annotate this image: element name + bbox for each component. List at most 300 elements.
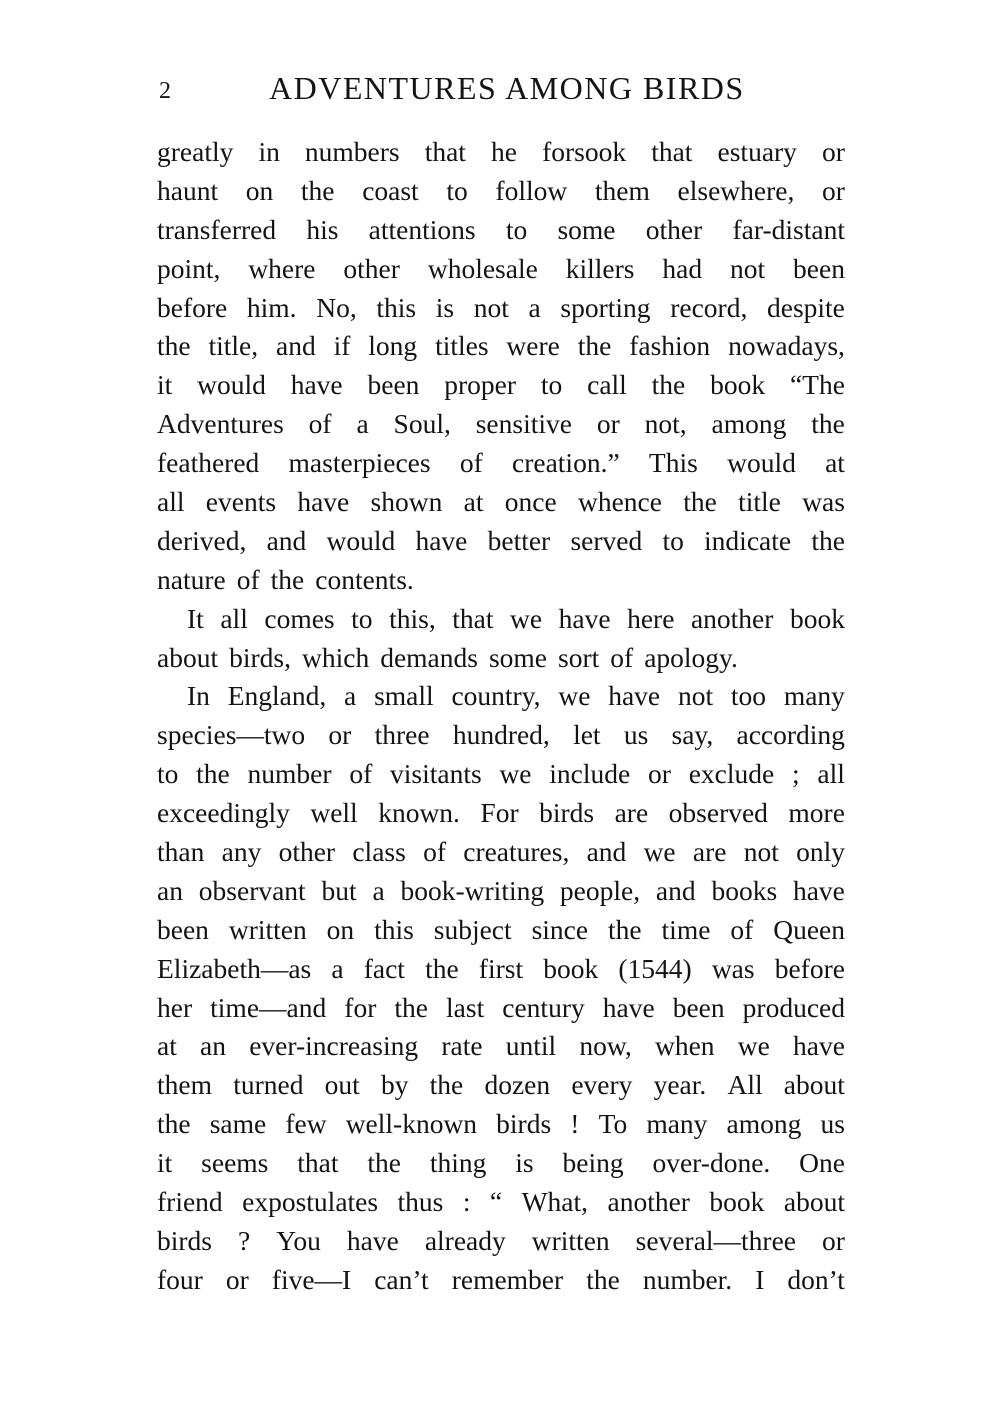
word: forsook — [542, 136, 627, 167]
word: to — [351, 602, 373, 634]
word: by — [380, 1069, 409, 1101]
word: about — [783, 1186, 845, 1218]
word: All — [727, 1069, 763, 1101]
word: at — [463, 486, 484, 518]
word: the — [608, 913, 642, 945]
word: all — [157, 486, 185, 518]
word: among — [726, 1108, 802, 1140]
word: far-distant — [732, 213, 845, 245]
word: another — [690, 602, 774, 634]
word: are — [614, 797, 649, 829]
word: expostulates — [242, 1186, 379, 1218]
word: despite — [766, 291, 845, 323]
text-line — [157, 133, 845, 172]
word: fashion — [629, 330, 711, 362]
word: can’t — [374, 1263, 429, 1295]
word: or — [596, 408, 620, 440]
word: this, — [389, 602, 436, 634]
text-line — [157, 639, 845, 678]
text-line — [157, 989, 845, 1028]
word: the — [811, 408, 845, 440]
word: of — [423, 836, 446, 868]
word: him. — [246, 291, 297, 323]
word: us — [820, 1108, 845, 1140]
word: observed — [668, 797, 768, 829]
word: the — [367, 1147, 401, 1179]
word: and — [266, 524, 307, 556]
word: written — [228, 913, 307, 945]
word: demands — [380, 641, 478, 673]
text-line — [157, 1222, 845, 1261]
word: been — [672, 991, 725, 1023]
word: not — [677, 680, 714, 712]
word: ? — [238, 1224, 251, 1256]
word: greatly — [157, 136, 234, 167]
word: not — [743, 836, 779, 868]
word: to — [540, 369, 563, 401]
word: served — [570, 524, 643, 556]
word: have — [415, 524, 468, 556]
word: is — [515, 1147, 534, 1179]
word: four — [157, 1263, 203, 1295]
word: title, — [208, 330, 259, 362]
word: of — [349, 758, 373, 790]
word: a — [344, 680, 357, 712]
word: produced — [742, 991, 845, 1023]
word: other — [278, 836, 336, 868]
word: several—three — [635, 1224, 796, 1256]
word: the — [425, 952, 459, 984]
word: her — [157, 991, 193, 1023]
word: ever-increasing — [249, 1030, 419, 1062]
word: number — [247, 758, 332, 790]
word: would — [727, 447, 796, 479]
body-text — [157, 133, 845, 1300]
word: remember — [451, 1263, 564, 1295]
word: the — [157, 1108, 191, 1140]
word: don’t — [787, 1263, 845, 1295]
word: Elizabeth—as — [157, 952, 312, 984]
word: more — [788, 797, 845, 829]
word: dozen — [484, 1069, 551, 1101]
word: three — [374, 719, 430, 751]
word: some — [557, 213, 616, 245]
word: when — [654, 1030, 715, 1062]
word: indicate — [704, 524, 792, 556]
word: we — [737, 1030, 770, 1062]
word: title — [738, 486, 781, 518]
word: comes — [264, 602, 335, 634]
word: events — [205, 486, 277, 518]
text-line — [157, 1144, 845, 1183]
word: all — [220, 602, 248, 634]
word: This — [648, 447, 698, 479]
text-line — [157, 327, 845, 366]
word: same — [209, 1108, 267, 1140]
word: a — [528, 291, 541, 323]
text-line — [157, 172, 845, 211]
word: seems — [201, 1147, 269, 1179]
word: it — [157, 1147, 173, 1179]
word: for — [344, 991, 377, 1023]
word: another — [607, 1186, 690, 1218]
word: have — [793, 1030, 845, 1062]
word: to — [662, 524, 684, 556]
word: wholesale — [427, 252, 538, 284]
word: was — [802, 486, 845, 518]
word: books — [711, 874, 778, 906]
word: written — [531, 1224, 610, 1256]
word: first — [478, 952, 524, 984]
word: we — [510, 602, 543, 634]
word: I — [755, 1263, 765, 1295]
word: rate — [441, 1030, 483, 1062]
word: contents. — [315, 563, 414, 595]
word: had — [662, 252, 703, 284]
word: he — [491, 136, 517, 167]
word: would — [326, 524, 396, 556]
word: have — [602, 991, 655, 1023]
word: we — [499, 758, 532, 790]
word: other — [343, 252, 400, 284]
word: at — [157, 1030, 177, 1062]
word: the — [300, 174, 335, 206]
word: only — [796, 836, 845, 868]
word: we — [558, 680, 591, 712]
word: or — [822, 1224, 845, 1256]
word: elsewhere, — [677, 174, 795, 206]
text-line — [157, 483, 845, 522]
word: ; — [791, 758, 800, 790]
word: his — [306, 213, 339, 245]
word: of — [610, 641, 634, 673]
word: have — [290, 369, 343, 401]
word: to — [157, 758, 179, 790]
word: thing — [429, 1147, 487, 1179]
word: than — [157, 836, 205, 868]
word: have — [297, 486, 350, 518]
word: transferred — [157, 213, 277, 245]
word: about — [157, 641, 219, 673]
word: let — [573, 719, 601, 751]
running-title: ADVENTURES AMONG BIRDS — [269, 70, 745, 106]
word: birds — [539, 797, 595, 829]
word: birds — [157, 1224, 212, 1256]
text-line — [157, 444, 845, 483]
word: or — [648, 758, 671, 790]
word: and — [276, 330, 316, 362]
word: a — [331, 952, 344, 984]
word: No, — [316, 291, 357, 323]
word: You — [276, 1224, 321, 1256]
word: not, — [644, 408, 687, 440]
text-line — [157, 1183, 845, 1222]
word: England, — [227, 680, 327, 712]
word: out — [324, 1069, 360, 1101]
word: the — [651, 369, 686, 401]
word: but — [321, 874, 357, 906]
text-line — [157, 405, 845, 444]
word: once — [504, 486, 557, 518]
word: book — [789, 602, 845, 634]
word: titles — [435, 330, 489, 362]
word: coast — [362, 174, 419, 206]
word: here — [627, 602, 675, 634]
word: been — [367, 369, 420, 401]
text-line — [157, 755, 845, 794]
word: attentions — [368, 213, 476, 245]
word: nowadays, — [728, 330, 845, 362]
word: turned — [233, 1069, 304, 1101]
word: number. — [642, 1263, 733, 1295]
word: a — [356, 408, 369, 440]
word: we — [643, 836, 676, 868]
word: Adventures — [157, 408, 284, 440]
word: sporting — [560, 291, 651, 323]
word: have — [608, 680, 661, 712]
word: on — [326, 913, 355, 945]
word: many — [646, 1108, 708, 1140]
text-line — [157, 250, 845, 289]
word: What, — [521, 1186, 589, 1218]
word: every — [571, 1069, 633, 1101]
word: if — [333, 330, 351, 362]
text-line — [157, 366, 845, 405]
word: fact — [363, 952, 405, 984]
word: many — [783, 680, 845, 712]
word: the — [394, 991, 428, 1023]
word: well-known — [345, 1108, 478, 1140]
word: estuary — [717, 136, 797, 167]
word: creatures, — [463, 836, 570, 868]
word: birds, — [229, 641, 291, 673]
word: sort — [558, 641, 600, 673]
word: whence — [577, 486, 662, 518]
word: hundred, — [452, 719, 550, 751]
word: other — [645, 213, 703, 245]
word: among — [711, 408, 787, 440]
word: better — [487, 524, 551, 556]
word: been — [157, 913, 209, 945]
word: them — [594, 174, 650, 206]
word: to — [505, 213, 528, 245]
word: before — [774, 952, 845, 984]
word: the — [811, 524, 845, 556]
word: it — [157, 369, 173, 401]
word: the — [270, 563, 305, 595]
word: the — [586, 1263, 620, 1295]
word: record, — [670, 291, 748, 323]
word: since — [531, 913, 589, 945]
word: follow — [495, 174, 568, 206]
word: book — [543, 952, 599, 984]
word: the — [577, 330, 612, 362]
word: In — [187, 680, 210, 712]
word: last — [446, 991, 485, 1023]
text-line — [157, 1066, 845, 1105]
word: (1544) — [618, 952, 692, 984]
word: five—I — [271, 1263, 352, 1295]
word: an — [157, 874, 183, 906]
word: in — [258, 136, 280, 167]
word: have — [558, 602, 611, 634]
word: this — [376, 291, 417, 323]
page-number: 2 — [159, 78, 171, 104]
word: until — [505, 1030, 557, 1062]
word: time—and — [210, 991, 327, 1023]
text-line — [157, 716, 845, 755]
text-line — [157, 561, 845, 600]
word: point, — [157, 252, 221, 284]
word: exclude — [688, 758, 775, 790]
word: been — [793, 252, 845, 284]
word: being — [562, 1147, 624, 1179]
word: that — [651, 136, 693, 167]
word: this — [374, 913, 414, 945]
word: country, — [451, 680, 541, 712]
word: that — [297, 1147, 339, 1179]
word: of — [459, 447, 483, 479]
word: people, — [559, 874, 641, 906]
word: haunt — [157, 174, 219, 206]
text-line — [157, 289, 845, 328]
word: already — [424, 1224, 506, 1256]
word: a — [372, 874, 385, 906]
word: an — [200, 1030, 227, 1062]
word: species—two — [157, 719, 306, 751]
text-line — [157, 950, 845, 989]
word: and — [655, 874, 696, 906]
word: “ — [489, 1186, 503, 1218]
text-line — [157, 677, 845, 716]
word: now, — [579, 1030, 632, 1062]
word: or — [328, 719, 352, 751]
text-line — [157, 833, 845, 872]
word: or — [225, 1263, 249, 1295]
word: over-done. — [652, 1147, 771, 1179]
word: It — [187, 602, 204, 634]
word: apology. — [644, 641, 738, 673]
word: proper — [444, 369, 517, 401]
word: subject — [433, 913, 512, 945]
text-line — [157, 1105, 845, 1144]
word: is — [435, 291, 455, 323]
text-line — [157, 794, 845, 833]
running-head — [157, 70, 845, 114]
word: at — [825, 447, 845, 479]
word: killers — [565, 252, 635, 284]
word: For — [480, 797, 519, 829]
word: on — [245, 174, 274, 206]
word: the — [157, 330, 191, 362]
word: known. — [378, 797, 460, 829]
word: have — [792, 874, 845, 906]
word: : — [462, 1186, 471, 1218]
word: call — [587, 369, 627, 401]
word: the — [429, 1069, 464, 1101]
word: derived, — [157, 524, 247, 556]
word: observant — [198, 874, 306, 906]
word: too — [730, 680, 767, 712]
word: have — [346, 1224, 399, 1256]
word: according — [736, 719, 845, 751]
word: century — [502, 991, 585, 1023]
word: creation.” — [512, 447, 620, 479]
word: was — [711, 952, 755, 984]
word: book — [709, 1186, 765, 1218]
text-line — [157, 1027, 845, 1066]
word: any — [221, 836, 262, 868]
word: time — [661, 913, 711, 945]
word: where — [248, 252, 316, 284]
word: year. — [653, 1069, 707, 1101]
word: before — [157, 291, 228, 323]
text-line — [157, 600, 845, 639]
word: nature — [157, 563, 226, 595]
word: us — [623, 719, 649, 751]
word: thus — [397, 1186, 444, 1218]
word: some — [488, 641, 548, 673]
word: sensitive — [475, 408, 572, 440]
word: exceedingly — [157, 797, 290, 829]
text-line — [157, 911, 845, 950]
word: shown — [370, 486, 443, 518]
word: birds — [496, 1108, 552, 1140]
word: book — [710, 369, 766, 401]
text-line — [157, 211, 845, 250]
word: Queen — [773, 913, 845, 945]
word: few — [285, 1108, 327, 1140]
text-line — [157, 1261, 845, 1300]
word: small — [374, 680, 434, 712]
word: One — [799, 1147, 845, 1179]
word: masterpieces — [288, 447, 431, 479]
word: say, — [671, 719, 714, 751]
word: of — [730, 913, 754, 945]
word: or — [822, 136, 845, 167]
word: are — [692, 836, 727, 868]
word: of — [236, 563, 260, 595]
word: them — [157, 1069, 212, 1101]
word: to — [446, 174, 468, 206]
text-line — [157, 522, 845, 561]
text-line — [157, 872, 845, 911]
word: that — [452, 602, 494, 634]
word: were — [506, 330, 560, 362]
word: would — [197, 369, 266, 401]
word: the — [196, 758, 230, 790]
word: visitants — [390, 758, 482, 790]
word: Soul, — [393, 408, 451, 440]
word: or — [822, 174, 845, 206]
word: about — [783, 1069, 845, 1101]
word: class — [352, 836, 406, 868]
word: and — [586, 836, 627, 868]
word: not — [729, 252, 766, 284]
word: the — [683, 486, 717, 518]
word: “The — [789, 369, 845, 401]
word: of — [308, 408, 332, 440]
word: long — [368, 330, 418, 362]
word: feathered — [157, 447, 260, 479]
word: well — [310, 797, 358, 829]
word: all — [817, 758, 845, 790]
word: numbers — [304, 136, 400, 167]
word: book-writing — [400, 874, 545, 906]
word: not — [473, 291, 509, 323]
word: To — [598, 1108, 628, 1140]
word: include — [549, 758, 631, 790]
